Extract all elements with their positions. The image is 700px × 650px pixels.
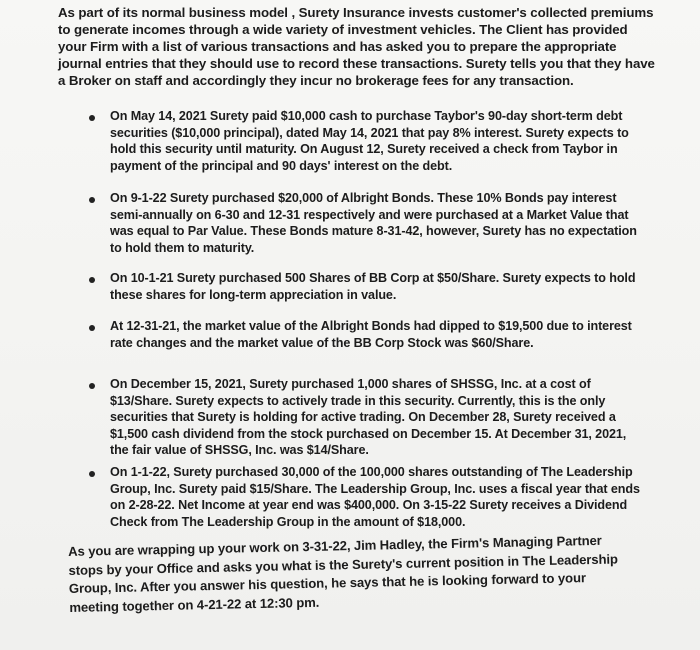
bullet-icon (89, 197, 95, 203)
intro-paragraph: As part of its normal business model , Surety Insurance invests customer's collected premiums to generate incomes through a wide variety of investment vehicles. The Client has provided your Firm with a list of various transactions and has asked you to prepare the appropriate journal entries that they should use to record these transactions. Surety tells you that they have a Broker on staff and accordingly they incur no brokerage fees for any transaction. (58, 5, 655, 88)
bullet-icon (89, 277, 95, 283)
list-item-text: At 12-31-21, the market value of the Albright Bonds had dipped to $19,500 due to interest rate changes and the market value of the BB Corp Stock was $60/Share. (110, 319, 632, 350)
list-item-text: On 10-1-21 Surety purchased 500 Shares of BB Corp at $50/Share. Surety expects to hold these shares for long-term appreciation in value. (110, 271, 636, 302)
list-item-text: On December 15, 2021, Surety purchased 1,000 shares of SHSSG, Inc. at a cost of $13/Share. Surety expects to actively trade in this security. Currently, this is the only securities that Surety is holding for active trading. On December 28, Surety received a $1,500 cash dividend from the stock purchased on December 15. At December 31, 2021, the fair value of SHSSG, Inc. was $14/Share. (110, 377, 627, 458)
list-item-text: On 1-1-22, Surety purchased 30,000 of the 100,000 shares outstanding of The Leadership Group, Inc. Surety paid $15/Share. The Leadership Group, Inc. uses a fiscal year that ends on 2-28-22. Net Income at year end was $400,000. On 3-15-22 Surety receives a Dividend Check from The Leadership Group in the amount of $18,000. (110, 465, 640, 529)
bullet-icon (89, 471, 95, 477)
bullet-icon (89, 325, 95, 331)
closing-paragraph: As you are wrapping up your work on 3-31-22, Jim Hadley, the Firm's Managing Partner stops by your Office and asks you what is the Surety's current position in The Leadership Group, Inc. After you answer his question, he says that he is looking forward to your meeting together on 4-21-22 at 12:30 pm. (68, 532, 618, 615)
list-item-text: On 9-1-22 Surety purchased $20,000 of Albright Bonds. These 10% Bonds pay interest semi-annually on 6-30 and 12-31 respectively and were purchased at a Market Value that was equal to Par Value. These Bonds mature 8-31-42, however, Surety has no expectation to hold them to maturity. (110, 191, 637, 255)
list-item-text: On May 14, 2021 Surety paid $10,000 cash to purchase Taybor's 90-day short-term debt securities ($10,000 principal), dated May 14, 2021 that pay 8% interest. Surety expects to hold this security until maturity. On August 12, Surety received a check from Taybor in payment of the principal and 90 days' interest on the debt. (110, 109, 629, 173)
bullet-icon (89, 115, 95, 121)
bullet-icon (89, 383, 95, 389)
